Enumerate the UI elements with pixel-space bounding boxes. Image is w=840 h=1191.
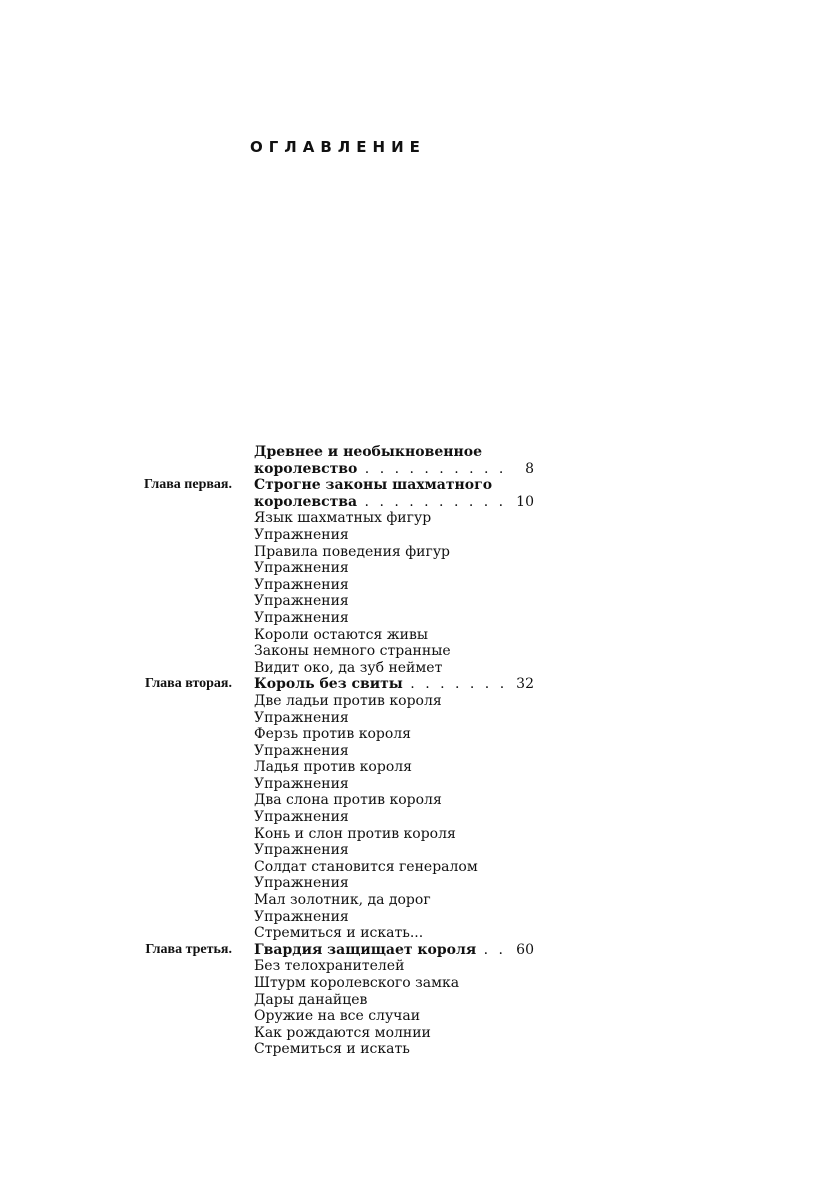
entry-title	[254, 610, 349, 627]
toc-entry	[0, 958, 840, 975]
toc-entry	[0, 560, 840, 577]
chapter-label: Глава третья.	[145, 941, 232, 957]
dot-leader: . . . . . . .	[402, 676, 508, 693]
entry-text: Два слона против короля	[254, 792, 442, 809]
entry-text: Упражнения	[254, 593, 349, 610]
entry-title	[254, 444, 482, 461]
entry-title	[254, 494, 506, 511]
entry-text: Правила поведения фигур	[254, 543, 451, 560]
entry-title	[254, 726, 411, 743]
entry-title	[254, 743, 349, 760]
entry-title	[254, 942, 506, 959]
entry-text: Ладья против короля	[254, 759, 412, 776]
toc-entry	[0, 627, 840, 644]
toc-entry	[0, 909, 840, 926]
entry-title	[254, 875, 349, 892]
chapter-label: Глава первая.	[144, 477, 232, 493]
toc-entry	[0, 710, 840, 727]
toc-entry	[0, 743, 840, 760]
page-number: 8	[525, 460, 534, 477]
table-of-contents	[0, 444, 840, 1058]
toc-entry	[0, 942, 840, 959]
dot-leader: . .	[476, 941, 507, 958]
entry-text: Упражнения	[254, 526, 349, 543]
entry-text: Как рождаются молнии	[254, 1024, 431, 1041]
entry-text: Древнее и необыкновенное	[254, 444, 482, 460]
entry-text: Солдат становится генералом	[254, 858, 478, 875]
entry-text: Упражнения	[254, 609, 349, 626]
entry-text: Строгне законы шахматного	[254, 477, 493, 494]
entry-title	[254, 544, 450, 561]
entry-title	[254, 809, 349, 826]
toc-entry	[0, 461, 840, 478]
dot-leader: . . . . . . . . . .	[357, 493, 507, 510]
entry-title	[254, 527, 349, 544]
entry-text: Король без свиты	[254, 676, 403, 693]
entry-title	[254, 1025, 431, 1042]
entry-title	[254, 461, 506, 478]
entry-title	[254, 577, 349, 594]
entry-title	[254, 958, 404, 975]
entry-title	[254, 992, 367, 1009]
entry-text: королевство	[254, 460, 358, 477]
toc-entry	[0, 875, 840, 892]
toc-entry	[0, 577, 840, 594]
toc-entry	[0, 1041, 840, 1058]
toc-entry	[0, 477, 840, 494]
entry-text: Упражнения	[254, 576, 349, 593]
entry-title	[254, 693, 442, 710]
entry-text: Упражнения	[254, 809, 349, 826]
entry-title	[254, 776, 349, 793]
entry-text: Две ладьи против короля	[254, 692, 442, 709]
entry-text: Упражнения	[254, 560, 349, 577]
toc-entry	[0, 809, 840, 826]
entry-title	[254, 859, 478, 876]
entry-text: Язык шахматных фигур	[254, 510, 432, 527]
toc-entry	[0, 842, 840, 859]
toc-entry	[0, 925, 840, 942]
entry-text: Упражнения	[254, 775, 349, 792]
entry-title	[254, 627, 428, 644]
entry-text: Законы немного странные	[254, 643, 451, 660]
entry-text: Гвардия защищает короля	[254, 941, 477, 958]
toc-entry	[0, 776, 840, 793]
entry-text: Оружие на все случаи	[254, 1008, 421, 1025]
toc-entry	[0, 610, 840, 627]
entry-text: Упражнения	[254, 908, 349, 925]
entry-text: Упражнения	[254, 742, 349, 759]
toc-entry	[0, 643, 840, 660]
toc-entry	[0, 859, 840, 876]
entry-title	[254, 660, 442, 677]
entry-title	[254, 1008, 420, 1025]
entry-text: королевства	[254, 493, 358, 510]
entry-title	[254, 477, 492, 494]
entry-text: Упражнения	[254, 709, 349, 726]
toc-entry	[0, 510, 840, 527]
chapter-label: Глава вторая.	[144, 676, 232, 692]
entry-text: Стремиться и искать...	[254, 925, 424, 942]
entry-title	[254, 710, 349, 727]
toc-entry	[0, 660, 840, 677]
dot-leader: . . . . . . . . . .	[357, 460, 507, 477]
entry-text: Штурм королевского замка	[254, 975, 460, 991]
entry-title	[254, 560, 349, 577]
page-number: 60	[516, 941, 534, 958]
toc-entry	[0, 1008, 840, 1025]
toc-entry	[0, 792, 840, 809]
page-number: 32	[516, 676, 534, 693]
entry-title	[254, 676, 507, 693]
entry-text: Упражнения	[254, 875, 349, 892]
entry-title	[254, 975, 459, 992]
toc-entry	[0, 992, 840, 1009]
toc-entry	[0, 693, 840, 710]
entry-title	[254, 826, 456, 843]
entry-text: Видит око, да зуб неймет	[254, 659, 443, 676]
entry-title	[254, 792, 442, 809]
entry-title	[254, 510, 431, 527]
entry-title	[254, 643, 451, 660]
entry-title	[254, 1041, 410, 1058]
entry-text: Мал золотник, да дорог	[254, 892, 431, 909]
toc-entry	[0, 444, 840, 461]
toc-entry	[0, 676, 840, 693]
entry-title	[254, 759, 412, 776]
toc-entry	[0, 494, 840, 511]
entry-title	[254, 593, 349, 610]
toc-entry	[0, 527, 840, 544]
entry-text: Упражнения	[254, 842, 349, 859]
entry-text: Без телохранителей	[254, 958, 405, 975]
entry-title	[254, 842, 349, 859]
toc-entry	[0, 892, 840, 909]
entry-title	[254, 892, 431, 909]
entry-text: Стремиться и искать	[254, 1041, 410, 1058]
entry-text: Дары данайцев	[254, 991, 368, 1008]
toc-entry	[0, 593, 840, 610]
toc-entry	[0, 975, 840, 992]
toc-entry	[0, 726, 840, 743]
entry-title	[254, 925, 423, 942]
page-title: ОГЛАВЛЕНИЕ	[250, 138, 426, 156]
entry-text: Конь и слон против короля	[254, 825, 456, 842]
toc-entry	[0, 759, 840, 776]
entry-text: Ферзь против короля	[254, 726, 412, 743]
toc-entry	[0, 1025, 840, 1042]
entry-title	[254, 909, 349, 926]
entry-text: Короли остаются живы	[254, 626, 428, 643]
toc-entry	[0, 826, 840, 843]
page-number: 10	[516, 493, 534, 510]
toc-entry	[0, 544, 840, 561]
